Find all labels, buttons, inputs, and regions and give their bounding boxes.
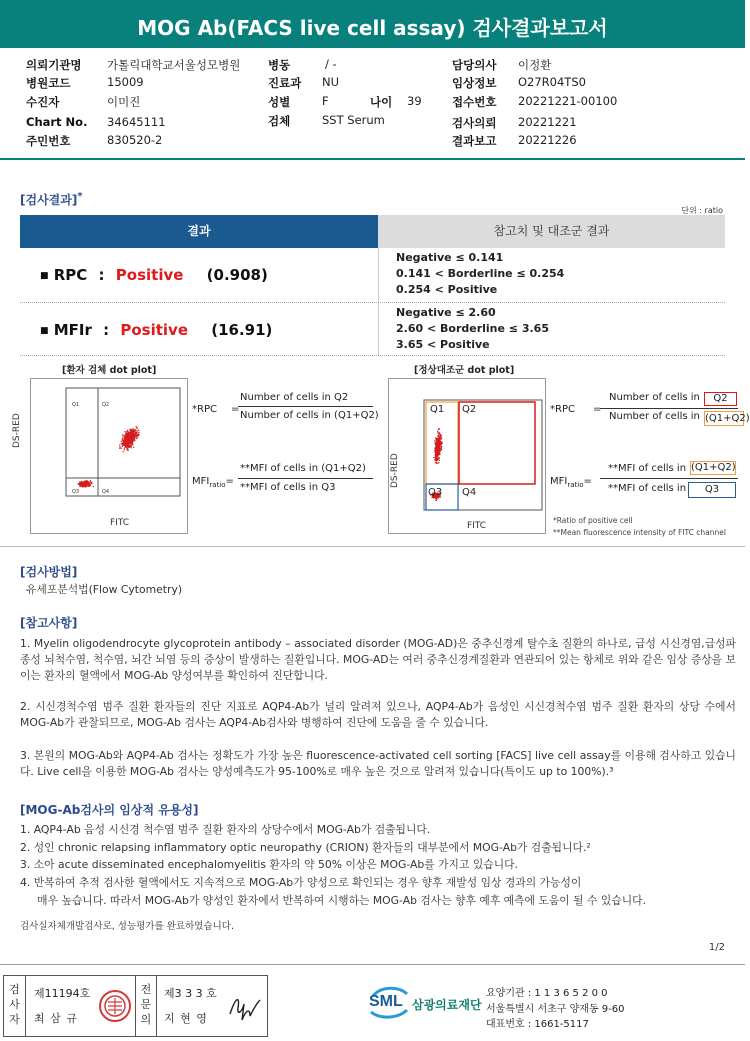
- dept-value: NU: [322, 75, 340, 89]
- cell-dot: [88, 482, 89, 483]
- cell-dot: [127, 435, 128, 436]
- divider: [0, 546, 745, 547]
- mfi-eq: =: [583, 476, 592, 487]
- cell-dot: [119, 445, 120, 446]
- mfi-subscript: ratio: [209, 481, 226, 489]
- cell-dot: [439, 453, 440, 454]
- mfi-formula-label: [192, 476, 234, 489]
- clinical-label: 임상정보: [452, 76, 497, 90]
- reference-borderline: 2.60 < Borderline ≤ 3.65: [396, 322, 549, 335]
- cell-dot: [127, 444, 128, 445]
- cell-dot: [138, 432, 139, 433]
- fraction-line: [238, 406, 373, 407]
- cell-dot: [122, 436, 123, 437]
- cell-dot: [124, 449, 125, 450]
- results-title-text: [검사결과]: [20, 193, 78, 207]
- cell-dot: [434, 450, 435, 451]
- result-status: Positive: [115, 266, 184, 284]
- examiner-name: 최 삼 규: [34, 1012, 78, 1025]
- utility-item: 4. 반복하여 추적 검사한 혈액에서도 지속적으로 MOG-Ab가 양성으로 확인되는 경우 향후 재발성 임상 경과의 가능성이: [20, 876, 582, 889]
- cell-dot: [132, 430, 133, 431]
- cell-dot: [130, 445, 131, 446]
- mfi-label: MFI: [192, 476, 210, 487]
- request-label: 검사의뢰: [452, 116, 497, 130]
- cell-dot: [122, 438, 123, 439]
- receipt-label: 접수번호: [452, 95, 497, 109]
- dept-label: 진료과: [268, 76, 302, 90]
- q1-label: Q1: [72, 402, 80, 408]
- cell-dot: [127, 443, 128, 444]
- cell-dot: [134, 440, 135, 441]
- cell-dot: [441, 435, 442, 436]
- cell-dot: [125, 436, 126, 437]
- result-status: Positive: [120, 321, 189, 339]
- mfi-eq: =: [225, 476, 234, 487]
- cell-dot: [123, 440, 124, 441]
- institution-code: 요양기관 : 1 1 3 6 5 2 0 0: [486, 988, 608, 999]
- cell-dot: [91, 483, 92, 484]
- sex-value: F: [322, 94, 329, 108]
- ctrl-q2-box: Q2: [704, 392, 737, 406]
- cell-dot: [127, 430, 128, 431]
- doctor-label: 담당의사: [452, 58, 497, 72]
- cell-dot: [438, 435, 439, 436]
- cell-dot: [435, 450, 436, 451]
- cell-dot: [438, 451, 439, 452]
- result-name: RPC: [53, 266, 88, 284]
- cell-dot: [130, 439, 131, 440]
- cell-dot: [131, 442, 132, 443]
- ctrl-rpc-label: *RPC: [550, 404, 575, 415]
- q4-label: Q4: [462, 487, 477, 498]
- control-dot-plot: [388, 378, 546, 534]
- ctrl-mfi-numerator: **MFI of cells in: [608, 463, 687, 474]
- cell-dot: [122, 451, 123, 452]
- utility-item: 1. AQP4-Ab 음성 시신경 척수염 범주 질환 환자의 상당수에서 MOG-Ab가 검출됩니다.: [20, 823, 431, 836]
- cell-dot: [439, 460, 440, 461]
- hospital-code-label: 병원코드: [26, 76, 71, 90]
- resident-no-value: 830520-2: [107, 133, 163, 147]
- ctrl-mfi-denominator: **MFI of cells in: [608, 483, 687, 494]
- page-number: 1/2: [708, 942, 725, 953]
- request-value: 20221221: [518, 115, 577, 129]
- patient-info: [0, 55, 745, 150]
- receipt-value: 20221221-00100: [518, 94, 618, 108]
- cell-dot: [436, 442, 437, 443]
- cell-dot: [137, 427, 138, 428]
- cell-dot: [137, 436, 138, 437]
- footnote-rpc: *Ratio of positive cell: [553, 516, 633, 525]
- cell-dot: [436, 462, 437, 463]
- cell-dot: [133, 436, 134, 437]
- reference-borderline: 0.141 < Borderline ≤ 0.254: [396, 267, 565, 280]
- resident-no-label: 주민번호: [26, 134, 71, 148]
- ctrl-rpc-denominator: Number of cells in: [609, 411, 700, 422]
- examiner-label: 검사자: [4, 976, 26, 1036]
- cell-dot: [121, 443, 122, 444]
- cell-dot: [440, 439, 441, 440]
- unit-label: 단위 : ratio: [681, 206, 723, 215]
- cell-dot: [130, 433, 131, 434]
- ctrl-rpc-numerator: Number of cells in: [609, 392, 700, 403]
- cell-dot: [135, 436, 136, 437]
- q3-label: Q3: [72, 489, 80, 495]
- reference-negative: Negative ≤ 2.60: [396, 306, 496, 319]
- ward-label: 병동: [268, 58, 291, 72]
- q4-label: Q4: [102, 489, 110, 495]
- title-bar: [0, 0, 745, 48]
- cell-dot: [123, 442, 124, 443]
- cell-dot: [85, 481, 86, 482]
- examiner-number: 제11194호: [34, 987, 91, 1000]
- reference-column-header: 참고치 및 대조군 결과: [378, 215, 725, 248]
- cell-dot: [124, 431, 125, 432]
- cell-dot: [439, 440, 440, 441]
- cell-dot: [128, 441, 129, 442]
- q1-label: Q1: [430, 404, 445, 415]
- cell-dot: [441, 441, 442, 442]
- rpc-formula-eq: =: [231, 404, 240, 415]
- cell-dot: [435, 441, 436, 442]
- cell-dot: [435, 449, 436, 450]
- ctrl-q1q2-box: (Q1+Q2): [705, 413, 750, 424]
- sex-label: 성별: [268, 95, 291, 109]
- cell-dot: [89, 485, 90, 486]
- cell-dot: [86, 485, 87, 486]
- cell-dot: [439, 428, 440, 429]
- institution-label: 의뢰기관명: [26, 58, 82, 72]
- cell-dot: [85, 486, 86, 487]
- rpc-formula-label: *RPC: [192, 404, 217, 415]
- cell-dot: [121, 448, 122, 449]
- institution-value: 가톨릭대학교서울성모병원: [107, 58, 241, 72]
- lab-phone: 대표번호 : 1661-5117: [486, 1019, 589, 1030]
- divider: [0, 964, 745, 965]
- utility-item: 3. 소아 acute disseminated encephalomyelitis 환자의 약 50% 이상은 MOG-Ab를 가지고 있습니다.: [20, 858, 518, 871]
- q2-label: Q2: [102, 402, 110, 408]
- reference-positive: 0.254 < Positive: [396, 283, 498, 296]
- cell-dot: [136, 438, 137, 439]
- result-value: (0.908): [206, 266, 268, 284]
- fraction-line: [600, 478, 738, 479]
- cell-dot: [137, 434, 138, 435]
- verifier-label: 전문의: [135, 976, 157, 1036]
- cell-dot: [438, 446, 439, 447]
- cell-dot: [126, 438, 127, 439]
- cell-dot: [84, 481, 85, 482]
- cell-dot: [133, 428, 134, 429]
- cell-dot: [122, 446, 123, 447]
- chart-no-value: 34645111: [107, 115, 166, 129]
- cell-dot: [437, 432, 438, 433]
- cell-dot: [126, 433, 127, 434]
- specimen-label: 검체: [268, 114, 291, 128]
- cell-dot: [124, 448, 125, 449]
- cell-dot: [81, 482, 82, 483]
- cell-dot: [120, 441, 121, 442]
- cell-dot: [435, 452, 436, 453]
- control-x-axis-label: FITC: [467, 521, 487, 531]
- note-paragraph-1: 1. Myelin oligodendrocyte glycoprotein antibody – associated disorder (MOG-AD)은 중추신경계 탈수초 질환의 하나로, 급성 시신경염,급성파종성 뇌척수염, 척수염, 뇌간 뇌염 등의 증상이 발생하는 질환입니다. MOG-AD는 여러 중추신경계질환과 연관되어 있는 항체로 위와 같은 임상 증상을 보이는 환자의 혈액에서 MOG-Ab 양성여부를 확인하여 진단합니다.: [20, 637, 736, 682]
- cell-dot: [441, 446, 442, 447]
- cell-dot: [440, 442, 441, 443]
- results-asterisk: *: [77, 191, 83, 202]
- reference-positive: 3.65 < Positive: [396, 338, 490, 351]
- utility-footnote: 검사실자체개발검사로, 성능평가를 완료하였습니다.: [20, 921, 234, 932]
- utility-title: [MOG-Ab검사의 임상적 유용성]: [20, 803, 199, 817]
- divider: [0, 158, 745, 160]
- fraction-line: [238, 478, 373, 479]
- cell-dot: [134, 438, 135, 439]
- cell-dot: [127, 449, 128, 450]
- result-name: MFIr: [53, 321, 92, 339]
- cell-dot: [136, 426, 137, 427]
- cell-dot: [132, 432, 133, 433]
- cell-dot: [127, 438, 128, 439]
- age-value: 39: [407, 94, 422, 108]
- cell-dot: [125, 441, 126, 442]
- cell-dot: [439, 444, 440, 445]
- footnote-mfi: **Mean fluorescence intensity of FITC channel: [553, 528, 726, 537]
- result-column-header: 결과: [20, 215, 378, 248]
- cell-dot: [135, 433, 136, 434]
- cell-dot: [78, 483, 79, 484]
- result-row-rpc: [40, 266, 268, 284]
- bullet-icon: ■: [40, 326, 49, 336]
- cell-dot: [435, 437, 436, 438]
- cell-dot: [122, 439, 123, 440]
- mfi-denominator: **MFI of cells in Q3: [240, 482, 336, 493]
- cell-dot: [84, 483, 85, 484]
- cell-dot: [433, 457, 434, 458]
- cell-dot: [438, 439, 439, 440]
- control-plot-title: [정상대조군 dot plot]: [414, 365, 515, 376]
- result-colon: :: [98, 266, 105, 284]
- fraction-line: [600, 408, 738, 409]
- patient-dot-plot: [30, 378, 188, 534]
- hospital-code-value: 15009: [107, 75, 144, 89]
- examinee-label: 수진자: [26, 95, 60, 109]
- cell-dot: [136, 436, 137, 437]
- cell-dot: [437, 431, 438, 432]
- cell-dot: [89, 483, 90, 484]
- cell-dot: [119, 448, 120, 449]
- ctrl-q3-box: Q3: [688, 482, 736, 498]
- lab-name: 삼광의료재단: [412, 998, 482, 1012]
- cell-dot: [435, 459, 436, 460]
- cell-dot: [93, 486, 94, 487]
- cell-dot: [128, 439, 129, 440]
- cell-dot: [125, 440, 126, 441]
- result-colon: :: [103, 321, 110, 339]
- cell-dot: [132, 440, 133, 441]
- reference-negative: Negative ≤ 0.141: [396, 251, 504, 264]
- verifier-number: 제3 3 3 호: [164, 987, 217, 1000]
- utility-item: 2. 성인 chronic relapsing inflammatory optic neuropathy (CRION) 환자들의 대부분에서 MOG-Ab가 검출됩니다.²: [20, 841, 591, 854]
- examinee-value: 이미진: [107, 95, 141, 109]
- verifier-name: 지 현 영: [164, 1012, 208, 1025]
- result-value: (16.91): [211, 321, 273, 339]
- cell-dot: [438, 457, 439, 458]
- cell-dot: [125, 444, 126, 445]
- cell-dot: [126, 447, 127, 448]
- report-value: 20221226: [518, 133, 577, 147]
- verifier-signature: [226, 990, 264, 1024]
- cell-dot: [132, 437, 133, 438]
- lab-logo-text: SML: [369, 993, 403, 1010]
- cell-dot: [123, 443, 124, 444]
- signature-box: [3, 975, 268, 1037]
- examiner-seal: [98, 988, 132, 1024]
- mfi-label: MFI: [550, 476, 568, 487]
- cell-dot: [123, 435, 124, 436]
- row-divider: [20, 355, 725, 356]
- patient-x-axis-label: FITC: [110, 518, 130, 528]
- cell-dot: [138, 430, 139, 431]
- control-y-axis-label: DS-RED: [390, 453, 400, 488]
- cell-dot: [435, 498, 436, 499]
- cell-dot: [122, 434, 123, 435]
- ctrl-rpc-eq: =: [593, 404, 602, 415]
- report-label: 결과보고: [452, 134, 497, 148]
- rpc-numerator: Number of cells in Q2: [240, 392, 349, 403]
- cell-dot: [79, 482, 80, 483]
- notes-title: [참고사항]: [20, 616, 78, 630]
- cell-dot: [130, 429, 131, 430]
- cell-dot: [434, 440, 435, 441]
- specimen-value: SST Serum: [322, 113, 385, 127]
- result-row-mfir: [40, 321, 272, 339]
- utility-item: 매우 높습니다. 따라서 MOG-Ab가 양성인 환자에서 반복하여 시행하는 MOG-Ab 검사는 향후 예후 예측에 도움이 될 수 있습니다.: [20, 894, 646, 907]
- cell-dot: [434, 448, 435, 449]
- cell-dot: [129, 437, 130, 438]
- cell-dot: [441, 449, 442, 450]
- chart-no-label: Chart No.: [26, 115, 88, 129]
- cell-dot: [439, 436, 440, 437]
- cell-dot: [126, 431, 127, 432]
- cell-dot: [437, 454, 438, 455]
- reference-rpc: [396, 250, 564, 298]
- clinical-value: O27R04TS0: [518, 75, 586, 89]
- cell-dot: [441, 438, 442, 439]
- cell-dot: [133, 447, 134, 448]
- cell-dot: [130, 446, 131, 447]
- cell-dot: [436, 447, 437, 448]
- ward-value: / -: [325, 57, 337, 71]
- mfi-numerator: **MFI of cells in (Q1+Q2): [240, 463, 366, 474]
- cell-dot: [436, 455, 437, 456]
- lab-address: 서울특별시 서초구 양재동 9-60: [486, 1004, 625, 1015]
- results-section-title: [20, 191, 83, 208]
- rpc-denominator: Number of cells in (Q1+Q2): [240, 410, 379, 421]
- bullet-icon: ■: [40, 271, 49, 281]
- cell-dot: [128, 436, 129, 437]
- cell-dot: [119, 446, 120, 447]
- lab-logo-icon: [367, 982, 413, 1022]
- patient-y-axis-label: DS-RED: [12, 413, 22, 448]
- cell-dot: [435, 500, 436, 501]
- note-paragraph-3: 3. 본원의 MOG-Ab와 AQP4-Ab 검사는 정확도가 가장 높은 fluorescence-activated cell sorting [FACS] live cell assay를 이용해 검사하고 있습니다. Live cell을 이용한 MOG-Ab 검사는 양성예측도가 95-100%로 매우 높은 것으로 알려져 있습니다(특이도 up to 100%).³: [20, 749, 736, 778]
- cell-dot: [79, 485, 80, 486]
- cell-dot: [438, 437, 439, 438]
- ctrl-mfi-q1q2-box: (Q1+Q2): [691, 462, 736, 473]
- mfi-subscript: ratio: [567, 481, 584, 489]
- cell-dot: [439, 433, 440, 434]
- doctor-value: 이정환: [518, 58, 552, 72]
- method-title: [검사방법]: [20, 565, 78, 579]
- row-divider: [20, 302, 725, 303]
- reference-mfir: [396, 305, 549, 353]
- cell-dot: [82, 484, 83, 485]
- cell-dot: [437, 463, 438, 464]
- cell-dot: [81, 485, 82, 486]
- ctrl-mfi-label: [550, 476, 592, 489]
- cell-dot: [439, 449, 440, 450]
- q2-label: Q2: [462, 404, 477, 415]
- cell-dot: [435, 457, 436, 458]
- cell-dot: [125, 435, 126, 436]
- cell-dot: [130, 435, 131, 436]
- age-label: 나이: [370, 95, 393, 109]
- method-text: 유세포분석법(Flow Cytometry): [26, 583, 183, 596]
- cell-dot: [86, 483, 87, 484]
- cell-dot: [90, 480, 91, 481]
- cell-dot: [127, 434, 128, 435]
- page-title: MOG Ab(FACS live cell assay) 검사결과보고서: [137, 16, 608, 40]
- q3-label: Q3: [428, 487, 443, 498]
- cell-dot: [129, 442, 130, 443]
- cell-dot: [126, 440, 127, 441]
- cell-dot: [128, 446, 129, 447]
- patient-plot-title: [환자 검체 dot plot]: [62, 365, 157, 376]
- note-paragraph-2: 2. 시신경척수염 범주 질환 환자들의 진단 지표로 AQP4-Ab가 널리 알려져 있으나, AQP4-Ab가 음성인 시신경척수염 범주 질환 환자의 상당 수에서 MOG-Ab가 관찰되므로, MOG-Ab 검사는 AQP4-Ab검사와 병행하여 진단에 도움을 줄 수 있습니다.: [20, 700, 736, 729]
- cell-dot: [134, 429, 135, 430]
